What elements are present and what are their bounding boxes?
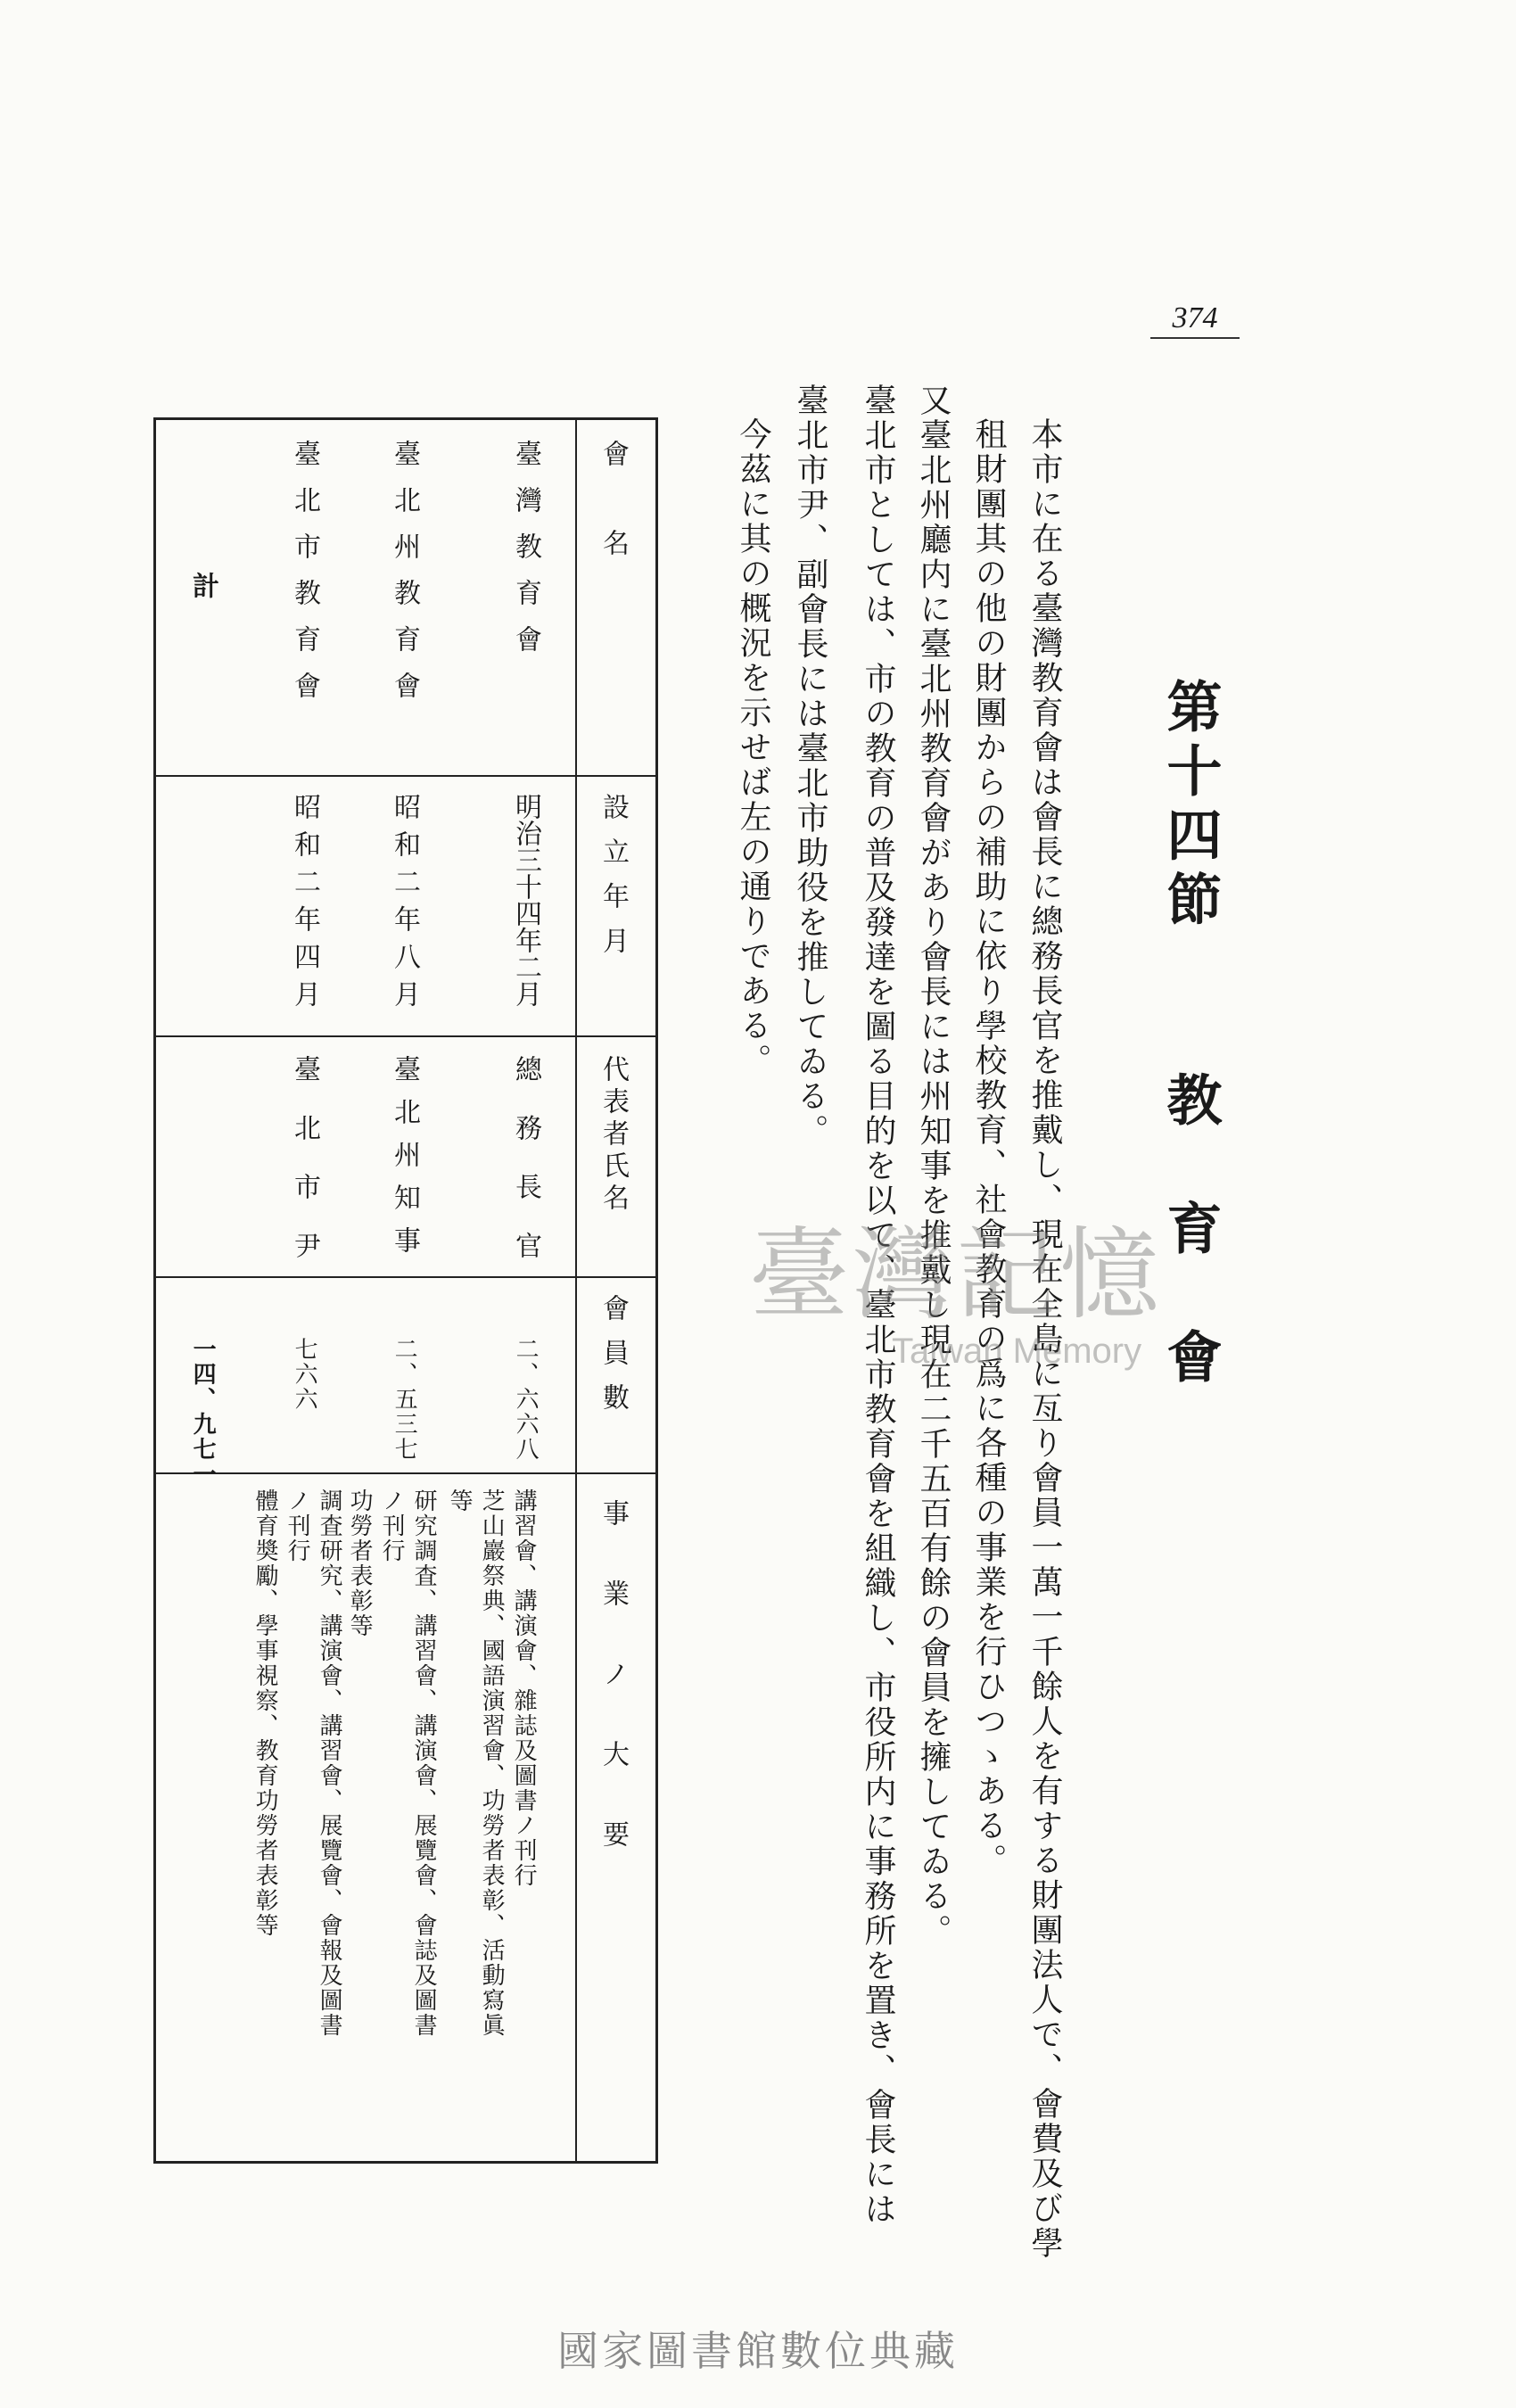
body-column-2: 租財團其の他の財團からの補助に依り學校教育、社會教育の爲に各種の事業を行ひつゝある。	[970, 417, 1007, 1878]
header-business: 事業ノ大要	[597, 1499, 629, 1901]
row3-name: 臺北市教育會	[289, 440, 320, 718]
watermark-main: 臺灣記憶	[749, 1217, 1163, 1333]
body-column-5: 臺北市尹、副會長には臺北市助役を推してゐる。	[792, 383, 828, 1149]
row3-business-line2: ノ刊行	[284, 1489, 311, 1563]
body-column-4: 臺北市としては、市の教育の普及發達を圖る目的を以て、臺北市教育會を組織し、市役所内に事務所を置き、會長には	[860, 383, 896, 2227]
row2-representative: 臺北州知事	[389, 1055, 420, 1269]
row1-business-line3: 等	[446, 1489, 474, 1513]
library-footer: 國家圖書館數位典藏	[557, 2327, 959, 2375]
row1-business-line1: 講習會、講演會、雜誌及圖書ノ刊行	[510, 1489, 538, 1888]
header-name: 會 名	[597, 440, 629, 573]
row2-members: 二、五三七	[391, 1337, 418, 1462]
row1-established: 明治三十四年二月	[510, 793, 541, 1007]
row2-business-line3: 功勞者表彰等	[346, 1489, 374, 1638]
body-column-3: 又臺北州廳内に臺北州教育會があり會長には州知事を推戴し現在二千五百有餘の會員を擁してゐる。	[915, 383, 952, 1949]
section-word: 教 育 會	[1158, 1071, 1223, 1392]
rule-members	[156, 1472, 655, 1474]
total-label: 計	[187, 572, 218, 604]
row3-established: 昭和二年四月	[289, 793, 320, 1018]
header-representative: 代表者氏名	[597, 1055, 629, 1216]
row3-members: 七六六	[291, 1337, 318, 1412]
rule-established	[156, 1035, 655, 1037]
row2-business-line1: 研究調査、講習會、講演會、展覽會、會誌及圖書	[410, 1489, 438, 2038]
watermark-sub: Taiwan Memory	[892, 1332, 1142, 1371]
row1-business-line2: 芝山巖祭典、國語演習會、功勞者表彰、活動寫眞	[478, 1489, 506, 2038]
taiwan-memory-watermark	[749, 1195, 1248, 1373]
page-number: 374	[1150, 301, 1240, 339]
header-divider	[575, 420, 577, 2161]
row3-representative: 臺北市尹	[289, 1055, 320, 1291]
header-established: 設立年月	[597, 793, 629, 971]
row3-business-line3: 體育奬勵、學事視察、教育功勞者表彰等	[251, 1489, 279, 1938]
row2-established: 昭和二年八月	[389, 793, 420, 1018]
education-associations-table	[153, 417, 658, 2164]
row2-business-line2: ノ刊行	[378, 1489, 406, 1563]
row1-members: 二、六六八	[512, 1337, 540, 1462]
rule-name	[156, 775, 655, 777]
section-title: 第十四節	[1158, 678, 1223, 935]
body-column-1: 本市に在る臺灣教育會は會長に總務長官を推戴し、現在全島に亙り會員一萬一千餘人を有する財團法人で、會費及び學	[1026, 417, 1063, 2261]
row1-representative: 總務長官	[510, 1055, 541, 1291]
rule-representative	[156, 1276, 655, 1278]
row1-name: 臺灣教育會	[510, 440, 541, 672]
row2-name: 臺北州教育會	[389, 440, 420, 718]
header-members: 會員數	[597, 1294, 629, 1428]
total-members: 一四、九七一	[189, 1337, 217, 1487]
row3-business-line1: 調査研究、講演會、講習會、展覽會、會報及圖書	[316, 1489, 343, 2038]
body-column-6: 今茲に其の概況を示せば左の通りである。	[735, 417, 771, 1078]
